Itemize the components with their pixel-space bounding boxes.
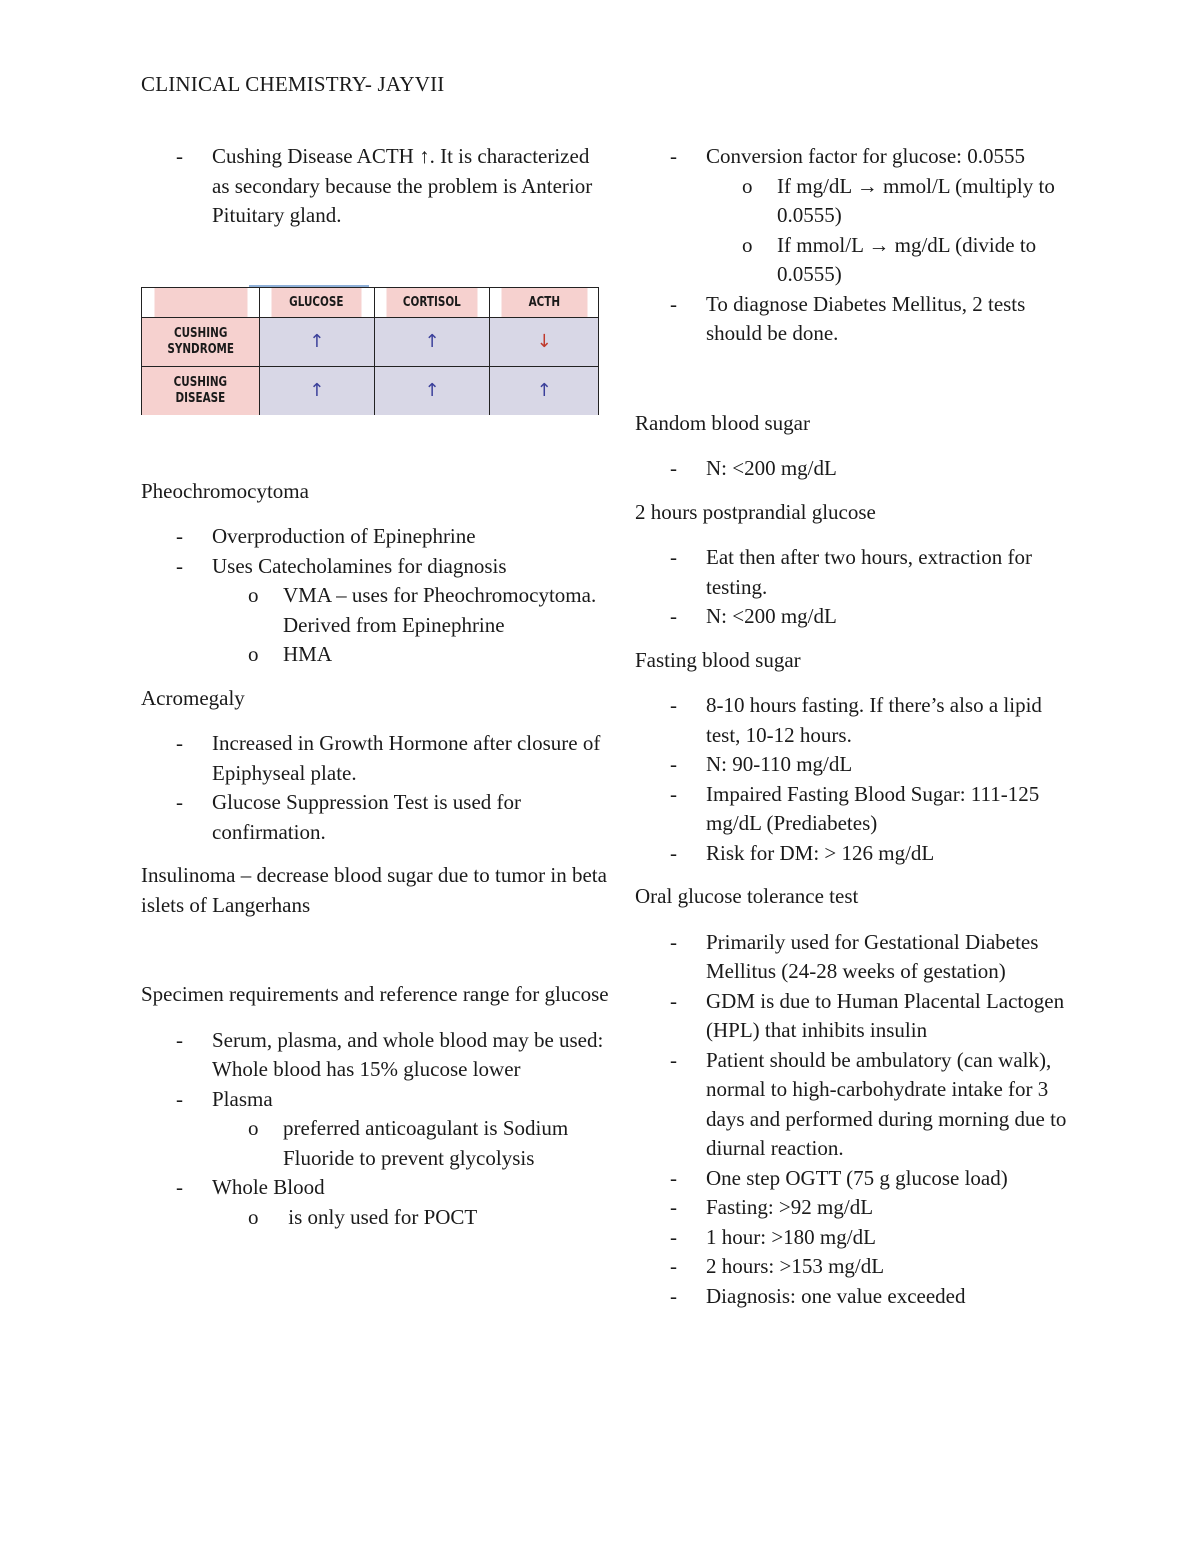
section-title-random: Random blood sugar bbox=[635, 410, 810, 435]
list-item: - N: <200 mg/dL bbox=[635, 602, 1075, 632]
sub-list-item: o If mmol/L → mg/dL (divide to 0.0555) bbox=[706, 231, 1075, 290]
list-item-text: Conversion factor for glucose: 0.0555 bbox=[706, 144, 1026, 168]
list-item: - Diagnosis: one value exceeded bbox=[635, 1282, 1075, 1312]
list-item: - Eat then after two hours, extraction for testing. bbox=[635, 543, 1075, 602]
column-header bbox=[386, 287, 479, 318]
list-item: - N: <200 mg/dL bbox=[635, 454, 1075, 484]
sub-list-item: o VMA – uses for Pheochromocytoma. Derived from Epinephrine bbox=[212, 581, 611, 640]
cortisol-cell: ↑ bbox=[374, 367, 490, 415]
cortisol-cell: ↑ bbox=[374, 318, 490, 367]
acth-cell: ↓ bbox=[490, 318, 599, 367]
list-item: - Impaired Fasting Blood Sugar: 111-125 mg/dL (Prediabetes) bbox=[635, 780, 1075, 839]
list-item: - Increased in Growth Hormone after closure of Epiphyseal plate. bbox=[141, 729, 611, 788]
list-item: - GDM is due to Human Placental Lactogen (HPL) that inhibits insulin bbox=[635, 987, 1075, 1046]
row-label-line: DISEASE bbox=[175, 391, 226, 406]
right-column bbox=[635, 142, 1075, 1311]
acro-list bbox=[141, 729, 611, 847]
section-title-specimen: Specimen requirements and reference range for glucose bbox=[141, 982, 609, 1006]
insulinoma-paragraph: Insulinoma – decrease blood sugar due to tumor in beta islets of Langerhans bbox=[141, 863, 607, 917]
section-title-ogtt: Oral glucose tolerance test bbox=[635, 884, 859, 908]
list-item: - Risk for DM: > 126 mg/dL bbox=[635, 839, 1075, 869]
list-item-text: Whole Blood bbox=[212, 1175, 325, 1199]
section-title-postprandial: 2 hours postprandial glucose bbox=[635, 499, 876, 524]
glucose-cell: ↑ bbox=[259, 318, 374, 367]
list-item bbox=[635, 142, 1075, 290]
pheo-sublist bbox=[212, 581, 611, 670]
column-header-label: GLUCOSE bbox=[289, 294, 344, 310]
table-row bbox=[142, 367, 599, 415]
section-title-acromegaly: Acromegaly bbox=[141, 685, 245, 710]
list-item: - Glucose Suppression Test is used for confirmation. bbox=[141, 788, 611, 847]
column-header bbox=[271, 287, 363, 318]
list-item: - To diagnose Diabetes Mellitus, 2 tests should be done. bbox=[635, 290, 1075, 349]
list-item-text: Plasma bbox=[212, 1086, 273, 1111]
page-header: CLINICAL CHEMISTRY- JAYVII bbox=[141, 72, 445, 96]
conversion-sublist bbox=[706, 172, 1075, 290]
list-item: - Overproduction of Epinephrine bbox=[141, 522, 611, 552]
conversion-list bbox=[635, 142, 1075, 349]
row-label-line: CUSHING bbox=[173, 326, 228, 341]
sub-list-item: o HMA bbox=[212, 640, 611, 670]
list-item: - Patient should be ambulatory (can walk), normal to high-carbohydrate intake for 3 days and performed during morning due to diurnal reaction. bbox=[635, 1046, 1075, 1164]
list-item: - N: 90-110 mg/dL bbox=[635, 750, 1075, 780]
specimen-list bbox=[141, 1026, 611, 1233]
sub-list-item: o is only used for POCT bbox=[212, 1203, 611, 1233]
sub-list-item: o preferred anticoagulant is Sodium Fluoride to prevent glycolysis bbox=[212, 1114, 611, 1173]
cushing-table-wrap bbox=[141, 285, 599, 415]
left-column bbox=[141, 142, 611, 1232]
ogtt-list bbox=[635, 928, 1075, 1312]
cushing-list bbox=[141, 142, 611, 231]
section-title-fasting: Fasting blood sugar bbox=[635, 647, 801, 672]
section-title-pheochromocytoma: Pheochromocytoma bbox=[141, 478, 309, 503]
column-header-label: ACTH bbox=[528, 294, 560, 310]
column-header-label: CORTISOL bbox=[403, 294, 461, 310]
list-item bbox=[141, 552, 611, 670]
list-item: - One step OGTT (75 g glucose load) bbox=[635, 1164, 1075, 1194]
random-list bbox=[635, 454, 1075, 484]
column-header bbox=[501, 287, 588, 318]
row-label-cell bbox=[142, 367, 260, 415]
list-item: - 2 hours: >153 mg/dL bbox=[635, 1252, 1075, 1282]
sub-list-item: o If mg/dL → mmol/L (multiply to 0.0555) bbox=[706, 172, 1075, 231]
list-item: - Primarily used for Gestational Diabetes Mellitus (24-28 weeks of gestation) bbox=[635, 928, 1075, 987]
acth-cell: ↑ bbox=[490, 367, 599, 415]
fasting-list bbox=[635, 691, 1075, 868]
list-item bbox=[141, 1085, 611, 1174]
list-item: - Cushing Disease ACTH ↑. It is characterized as secondary because the problem is Anterior Pituitary gland. bbox=[141, 142, 611, 231]
plasma-sublist bbox=[212, 1114, 611, 1173]
row-label-line: SYNDROME bbox=[167, 342, 234, 357]
pheo-list bbox=[141, 522, 611, 670]
row-label-line: CUSHING bbox=[173, 375, 228, 390]
glucose-cell: ↑ bbox=[259, 367, 374, 415]
list-item: - 8-10 hours fasting. If there’s also a lipid test, 10-12 hours. bbox=[635, 691, 1075, 750]
list-item: - Fasting: >92 mg/dL bbox=[635, 1193, 1075, 1223]
table-row bbox=[142, 318, 599, 367]
table-corner-cell bbox=[153, 287, 247, 318]
list-item: - 1 hour: >180 mg/dL bbox=[635, 1223, 1075, 1253]
table-header-row bbox=[142, 287, 599, 318]
postprandial-list bbox=[635, 543, 1075, 632]
list-item bbox=[141, 1173, 611, 1232]
list-item-text: Uses Catecholamines for diagnosis bbox=[212, 553, 507, 578]
cushing-table bbox=[141, 287, 599, 415]
list-item: - Serum, plasma, and whole blood may be used: Whole blood has 15% glucose lower bbox=[141, 1026, 611, 1085]
row-label-cell bbox=[142, 318, 260, 367]
whole-blood-sublist bbox=[212, 1203, 611, 1233]
